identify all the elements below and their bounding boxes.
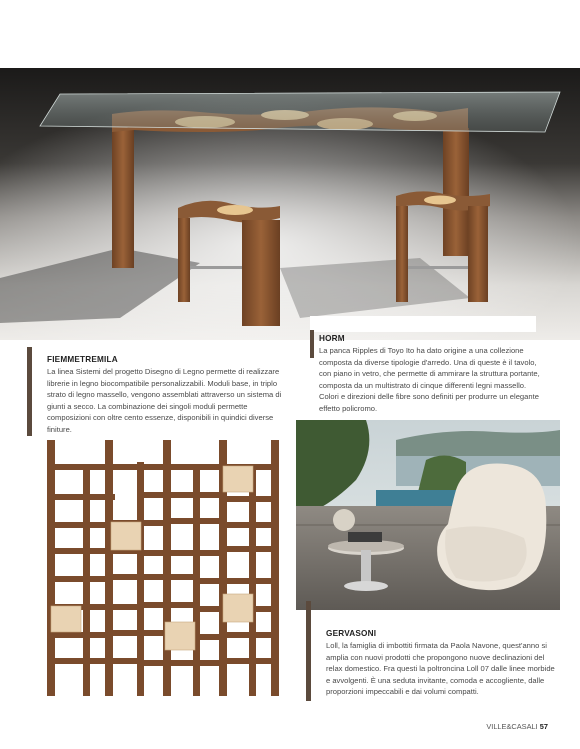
horm-body: La panca Ripples di Toyo Ito ha dato origine a una collezione composta da diverse tipologie d'arredo. Una di queste è il tavolo, con piano in vetro, che permette di ammirare la struttura portante, composta da un multistrato di cinque differenti legni massello. Colori e direzioni delle fibre sono definiti per produrre un elegante effetto policromo.	[319, 346, 540, 413]
bookshelf-photo	[27, 436, 283, 704]
fiemme-title: FIEMMETREMILA	[47, 355, 118, 364]
page-number: 57	[539, 722, 548, 731]
horm-title-tab	[310, 316, 536, 332]
horm-title: HORM	[319, 334, 345, 343]
magazine-name: VILLE&CASALI	[486, 722, 538, 731]
gervasoni-body: Loll, la famiglia di imbottiti firmata da Paola Navone, quest'anno si amplia con nuovi prodotti che propongono nuove declinazioni del relax domestico. Fra questi la poltroncina Loll 07 dalle linee morbide e avvolgenti. È una seduta invitante, comoda e accogliente, dalle proporzioni impeccabili e dai volumi compatti.	[326, 641, 555, 697]
gervasoni-accent-bar	[306, 601, 311, 701]
hero-photo-table-stools	[0, 68, 580, 340]
armchair-photo	[296, 420, 560, 610]
horm-accent-bar	[310, 330, 314, 358]
gervasoni-title: GERVASONI	[326, 629, 377, 638]
page-footer	[486, 722, 548, 731]
fiemme-body: La linea Sistemi del progetto Disegno di Legno permette di realizzare librerie in legno biocompatibile personalizzabili. Moduli base, in triplo strato di legno massello, vengono assemblati attraverso un sistema di giunti a secco. La combinazione dei singoli moduli permette composizioni con oltre cento essenze, disponibili in quindici diverse finiture.	[47, 367, 282, 434]
